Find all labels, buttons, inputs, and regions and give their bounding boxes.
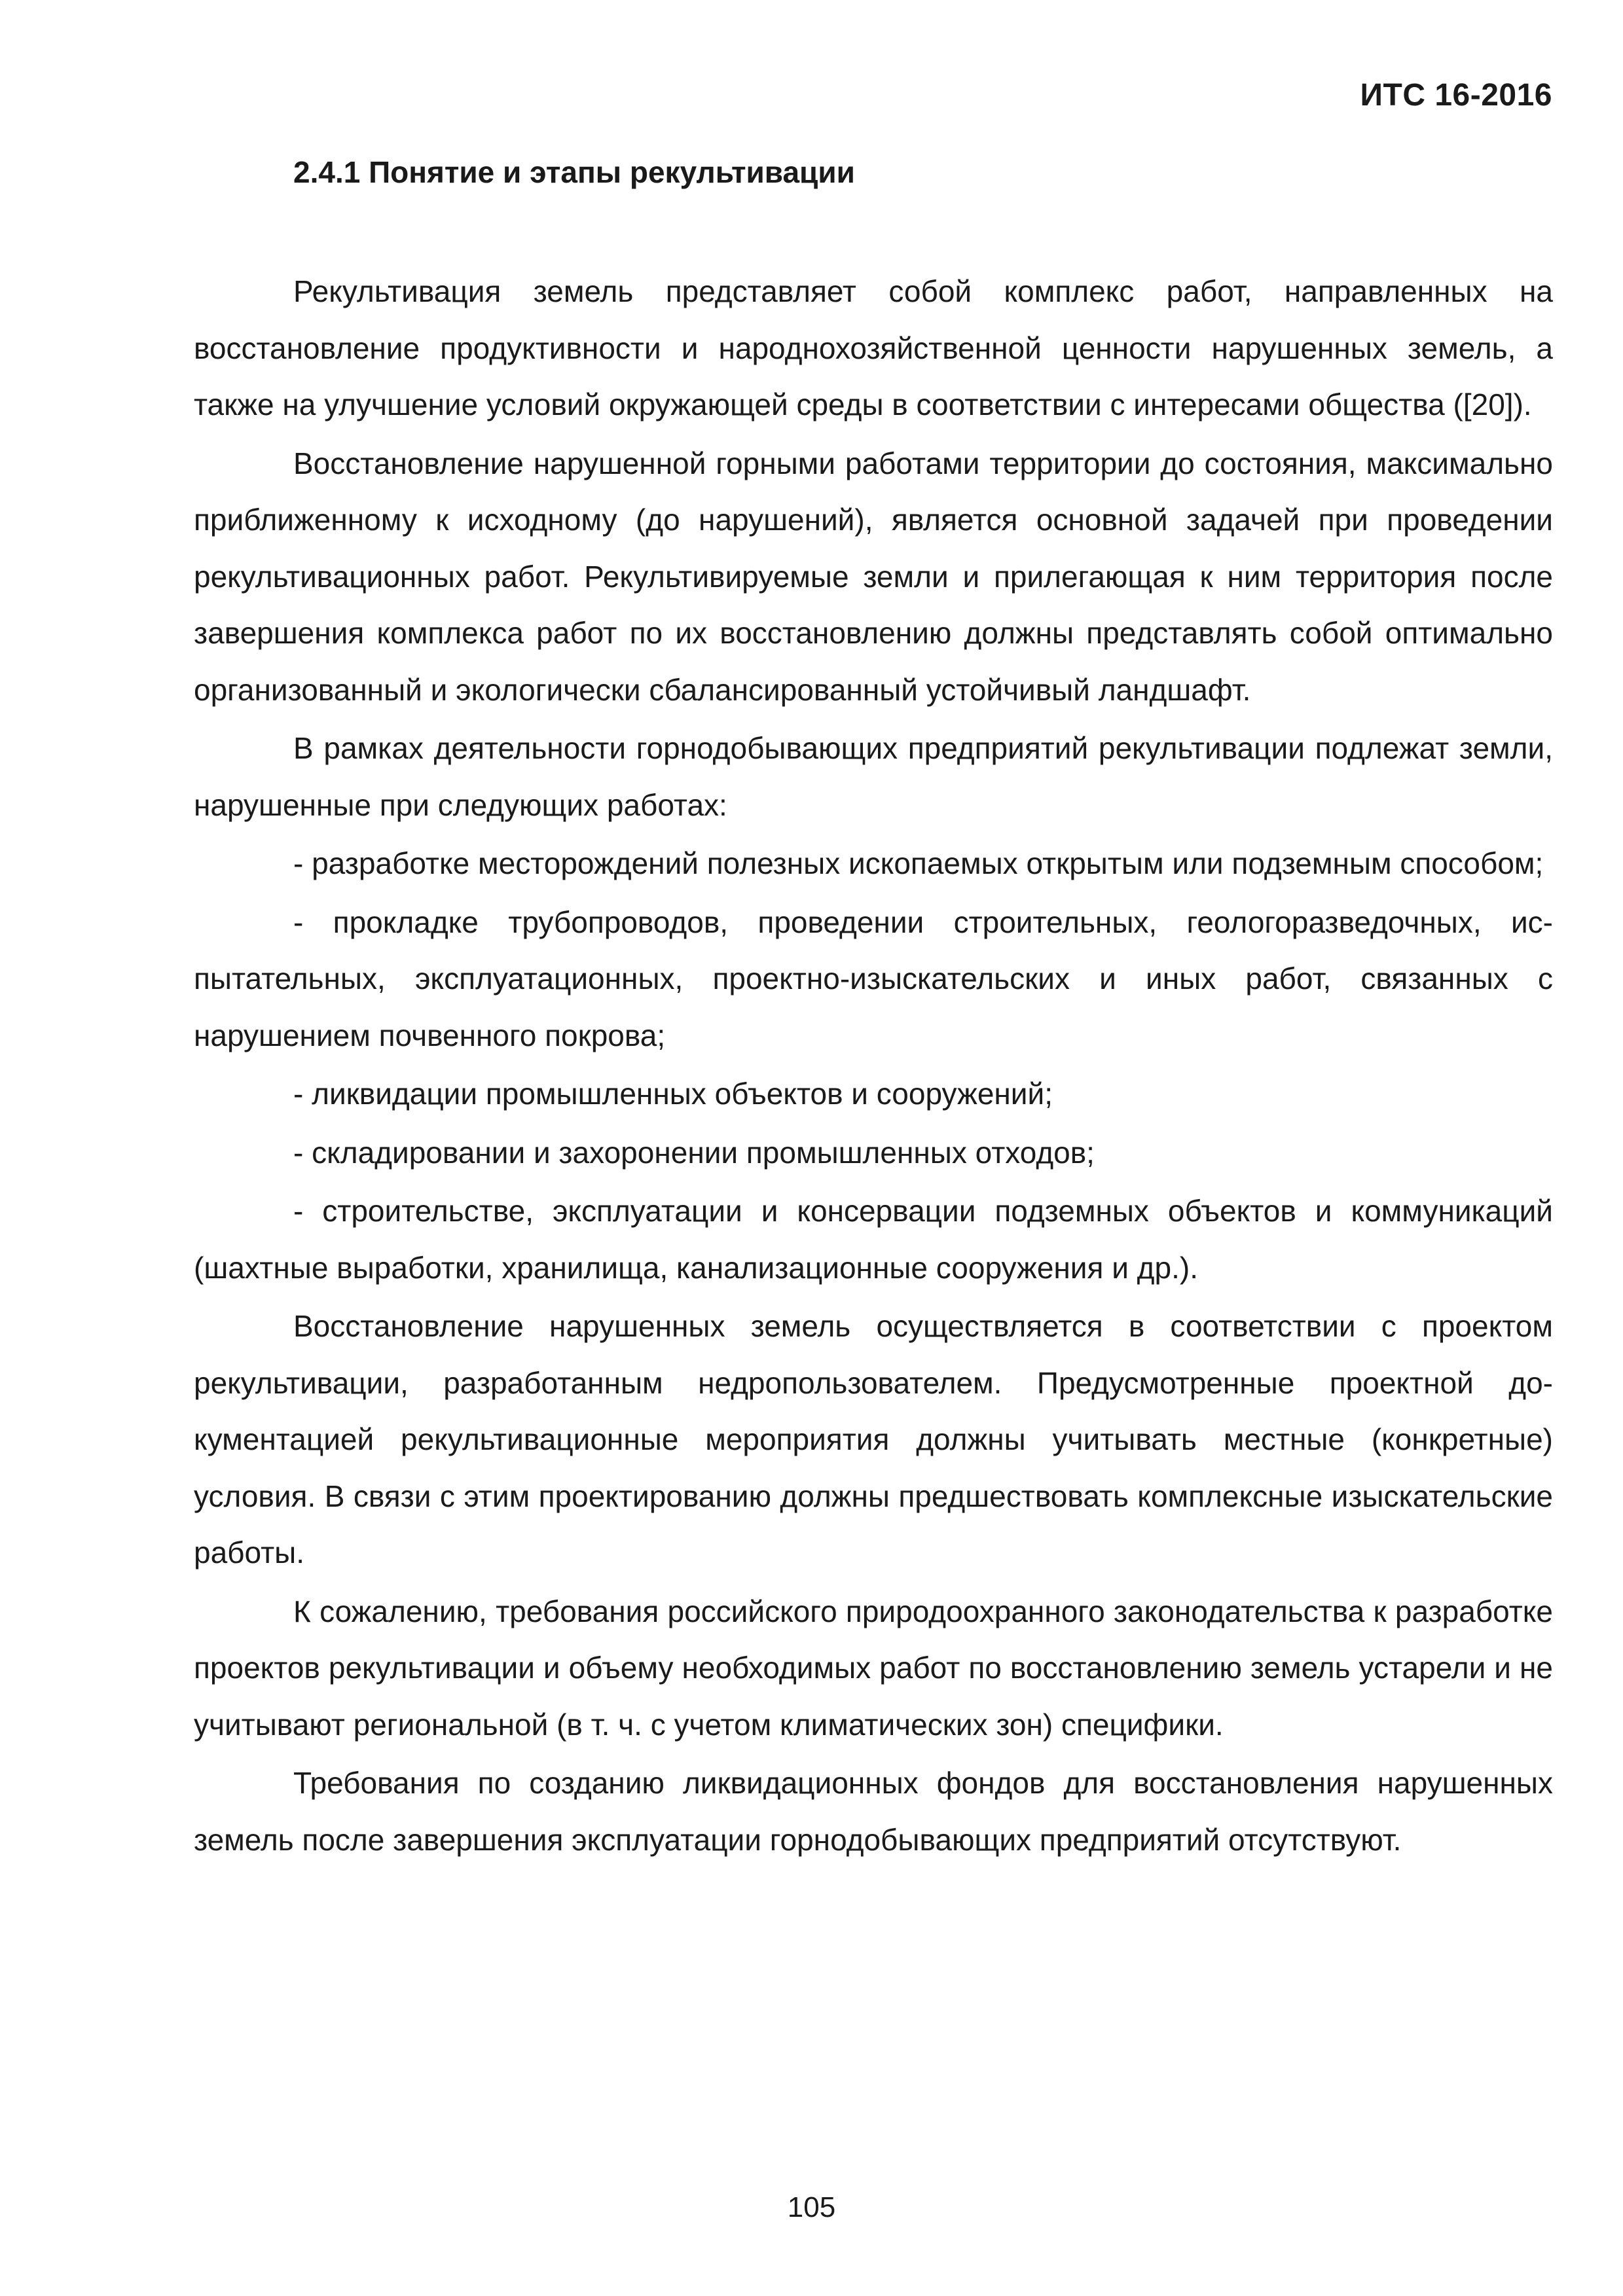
- list-item-deposit-development: - разработке месторождений полезных ископаемых открытым или подземным способом;: [293, 846, 1544, 880]
- page-content: [194, 149, 1553, 1870]
- body-text: [194, 263, 1553, 1868]
- list-item-underground-objects: - строительстве, эксплуатации и консервации подземных объектов и коммуникаций (шахтные выработки, хранилища, канализационные сооружения и др.).: [194, 1194, 1553, 1285]
- paragraph-legislation: К сожалению, требования российского природоохранного законодательства к разработке проектов рекультивации и объему необходимых работ по восстановлению земель устарели и не учитывают региональной (в т. ч. с учетом климатических зон) специфики.: [194, 1594, 1553, 1742]
- page-number: 105: [787, 2191, 836, 2223]
- paragraph-scope-intro: В рамках деятельности горнодобывающих предприятий рекультивации подлежат земли, нарушенные при следующих работах:: [194, 731, 1553, 822]
- paragraph-project: Восстановление нарушенных земель осуществляется в соответствии с проектом рекультивации, разработанным недропользователем. Предусмотренные проектной документацией рекультивационные мероприятия должны учитывать местные (конкретные) условия. В связи с этим проектированию должны предшествовать комплексные изыскательские работы.: [194, 1309, 1553, 1570]
- paragraph-liquidation-funds: Требования по созданию ликвидационных фондов для восстановления нарушенных земель после завершения эксплуатации горнодобывающих предприятий отсутствуют.: [194, 1766, 1553, 1857]
- list-item-pipelines: - прокладке трубопроводов, проведении строительных, геологоразведочных, испытательных, эксплуатационных, проектно-изыскательских и иных работ, связанных с нарушением почвенного покрова;: [194, 905, 1553, 1052]
- paragraph-definition: Рекультивация земель представляет собой комплекс работ, направленных на восстановление продуктивности и народнохозяйственной ценности нарушенных земель, а также на улучшение условий окружающей среды в соответствии с интересами общества ([20]).: [194, 274, 1553, 422]
- list-item-liquidation: - ликвидации промышленных объектов и сооружений;: [293, 1077, 1053, 1111]
- paragraph-restoration-goal: Восстановление нарушенной горными работами территории до состояния, максимально приближенному к исходному (до нарушений), является основной задачей при проведении рекультивационных работ. Рекультивируемые земли и прилегающая к ним территория после завершения комплекса работ по их восстановлению должны представлять собой оптимально организованный и экологически сбалансированный устойчивый ландшафт.: [194, 446, 1553, 707]
- section-heading: 2.4.1 Понятие и этапы рекультивации: [293, 155, 855, 189]
- list-item-waste-storage: - складировании и захоронении промышленных отходов;: [293, 1135, 1095, 1170]
- document-code: ИТС 16-2016: [1360, 78, 1552, 113]
